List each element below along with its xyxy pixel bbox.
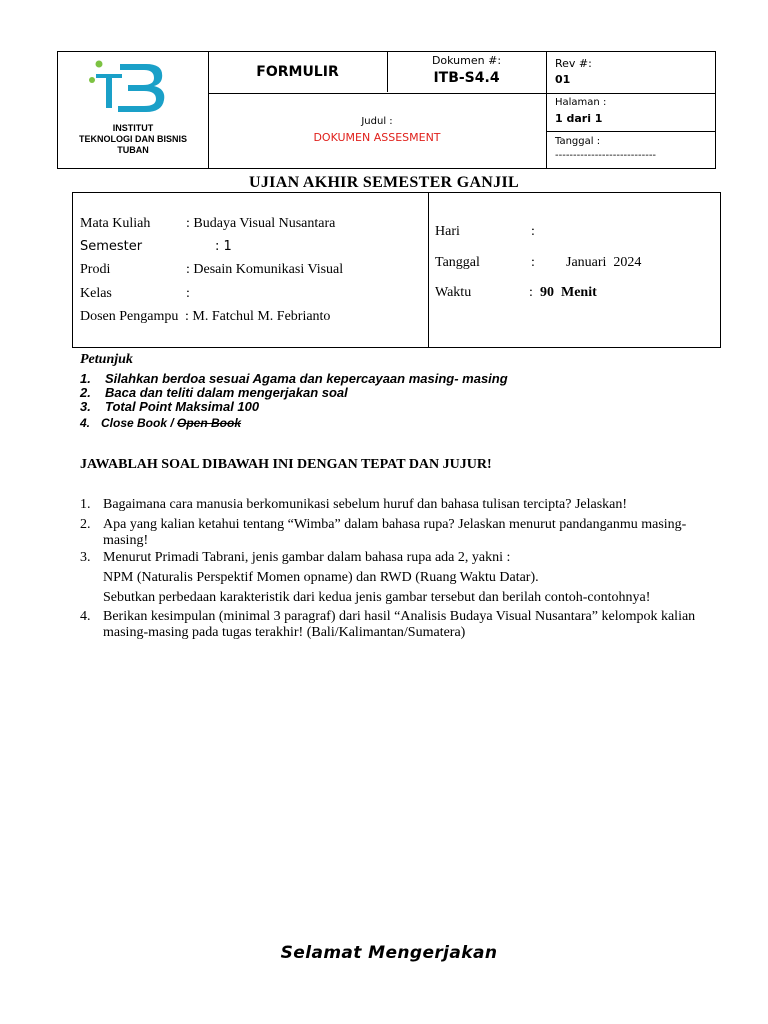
closing-message: Selamat Mengerjakan: [280, 943, 498, 963]
question-3-line-3: Sebutkan perbedaan karakteristik dari kedua jenis gambar tersebut dan berilah contoh-contohnya!: [103, 590, 651, 605]
tanggal-info-value: Januari 2024: [566, 255, 642, 270]
dokumen-label: Dokumen #:: [431, 54, 502, 67]
formulir-label: FORMULIR: [256, 64, 339, 80]
exam-title: UJIAN AKHIR SEMESTER GANJIL: [249, 174, 519, 191]
logo-text-line-2: TEKNOLOGI DAN BISNIS: [78, 134, 187, 144]
judul-value: DOKUMEN ASSESMENT: [313, 131, 441, 144]
tanggal-label: Tanggal :: [555, 136, 601, 147]
petunjuk-item-number: 1.: [80, 371, 91, 386]
itb-logo: [88, 58, 168, 118]
petunjuk-item-number: 3.: [80, 399, 91, 414]
petunjuk-item: [80, 371, 508, 386]
exam-info-box: [72, 192, 721, 348]
question-2: Apa yang kalian ketahui tentang “Wimba” dalam bahasa rupa? Jelaskan menurut pandanganmu masing-masing!: [103, 517, 687, 548]
hari-label: Hari: [435, 224, 460, 239]
petunjuk-title: Petunjuk: [80, 352, 133, 367]
prodi-label: Prodi: [80, 262, 111, 277]
mata-kuliah-label: Mata Kuliah: [80, 216, 151, 231]
rev-label: Rev #:: [555, 57, 592, 70]
document-header-table: [57, 51, 716, 169]
petunjuk-item-number: 4.: [80, 416, 91, 430]
question-3: Menurut Primadi Tabrani, jenis gambar dalam bahasa rupa ada 2, yakni :: [103, 550, 511, 565]
question-4: Berikan kesimpulan (minimal 3 paragraf) dari hasil “Analisis Budaya Visual Nusantara” kelompok kalian masing-masing pada tugas terakhir! (Bali/Kalimantan/Sumatera): [103, 609, 696, 640]
waktu-label: Waktu: [435, 285, 472, 300]
open-book-strikethrough: Open Book: [177, 416, 242, 430]
dokumen-value: ITB-S4.4: [433, 70, 500, 86]
petunjuk-item-text: Silahkan berdoa sesuai Agama dan kepercayaan masing- masing: [105, 371, 508, 386]
petunjuk-item: [80, 416, 241, 430]
petunjuk-item-text: Total Point Maksimal 100: [105, 399, 260, 414]
halaman-label: Halaman :: [555, 97, 607, 108]
petunjuk-item-text: Close Book /: [101, 416, 178, 430]
tanggal-value: ----------------------------: [555, 150, 657, 161]
dosen-value: : M. Fatchul M. Febrianto: [185, 309, 331, 324]
petunjuk-item-number: 2.: [80, 385, 91, 400]
question-number: 1.: [80, 497, 91, 512]
question-number: 4.: [80, 609, 91, 624]
kelas-value: :: [186, 286, 190, 301]
question-number: 3.: [80, 550, 91, 565]
logo-text-line-1: INSTITUT: [112, 123, 154, 133]
semester-label: Semester: [80, 239, 143, 254]
petunjuk-item: [80, 385, 348, 400]
tanggal-info-colon: :: [531, 255, 535, 270]
kelas-label: Kelas: [80, 286, 112, 301]
halaman-value: 1 dari 1: [555, 112, 603, 125]
prodi-value: : Desain Komunikasi Visual: [186, 262, 344, 277]
hari-colon: :: [531, 224, 535, 239]
waktu-colon: :: [529, 285, 533, 300]
answer-instruction: JAWABLAH SOAL DIBAWAH INI DENGAN TEPAT DAN JUJUR!: [80, 457, 492, 472]
logo-text-line-3: TUBAN: [117, 145, 149, 155]
waktu-value: 90 Menit: [540, 285, 597, 300]
judul-label: Judul :: [361, 116, 393, 127]
tanggal-info-label: Tanggal: [435, 255, 480, 270]
question-number: 2.: [80, 517, 91, 532]
petunjuk-item: [80, 399, 259, 414]
petunjuk-item-text: Baca dan teliti dalam mengerjakan soal: [105, 385, 348, 400]
semester-value: : 1: [215, 239, 232, 254]
question-3-line-2: NPM (Naturalis Perspektif Momen opname) dan RWD (Ruang Waktu Datar).: [103, 570, 539, 585]
dosen-label: Dosen Pengampu: [80, 309, 179, 324]
rev-value: 01: [555, 73, 571, 86]
question-1: Bagaimana cara manusia berkomunikasi sebelum huruf dan bahasa tulisan tercipta? Jelaskan!: [103, 497, 628, 512]
mata-kuliah-value: : Budaya Visual Nusantara: [186, 216, 336, 231]
